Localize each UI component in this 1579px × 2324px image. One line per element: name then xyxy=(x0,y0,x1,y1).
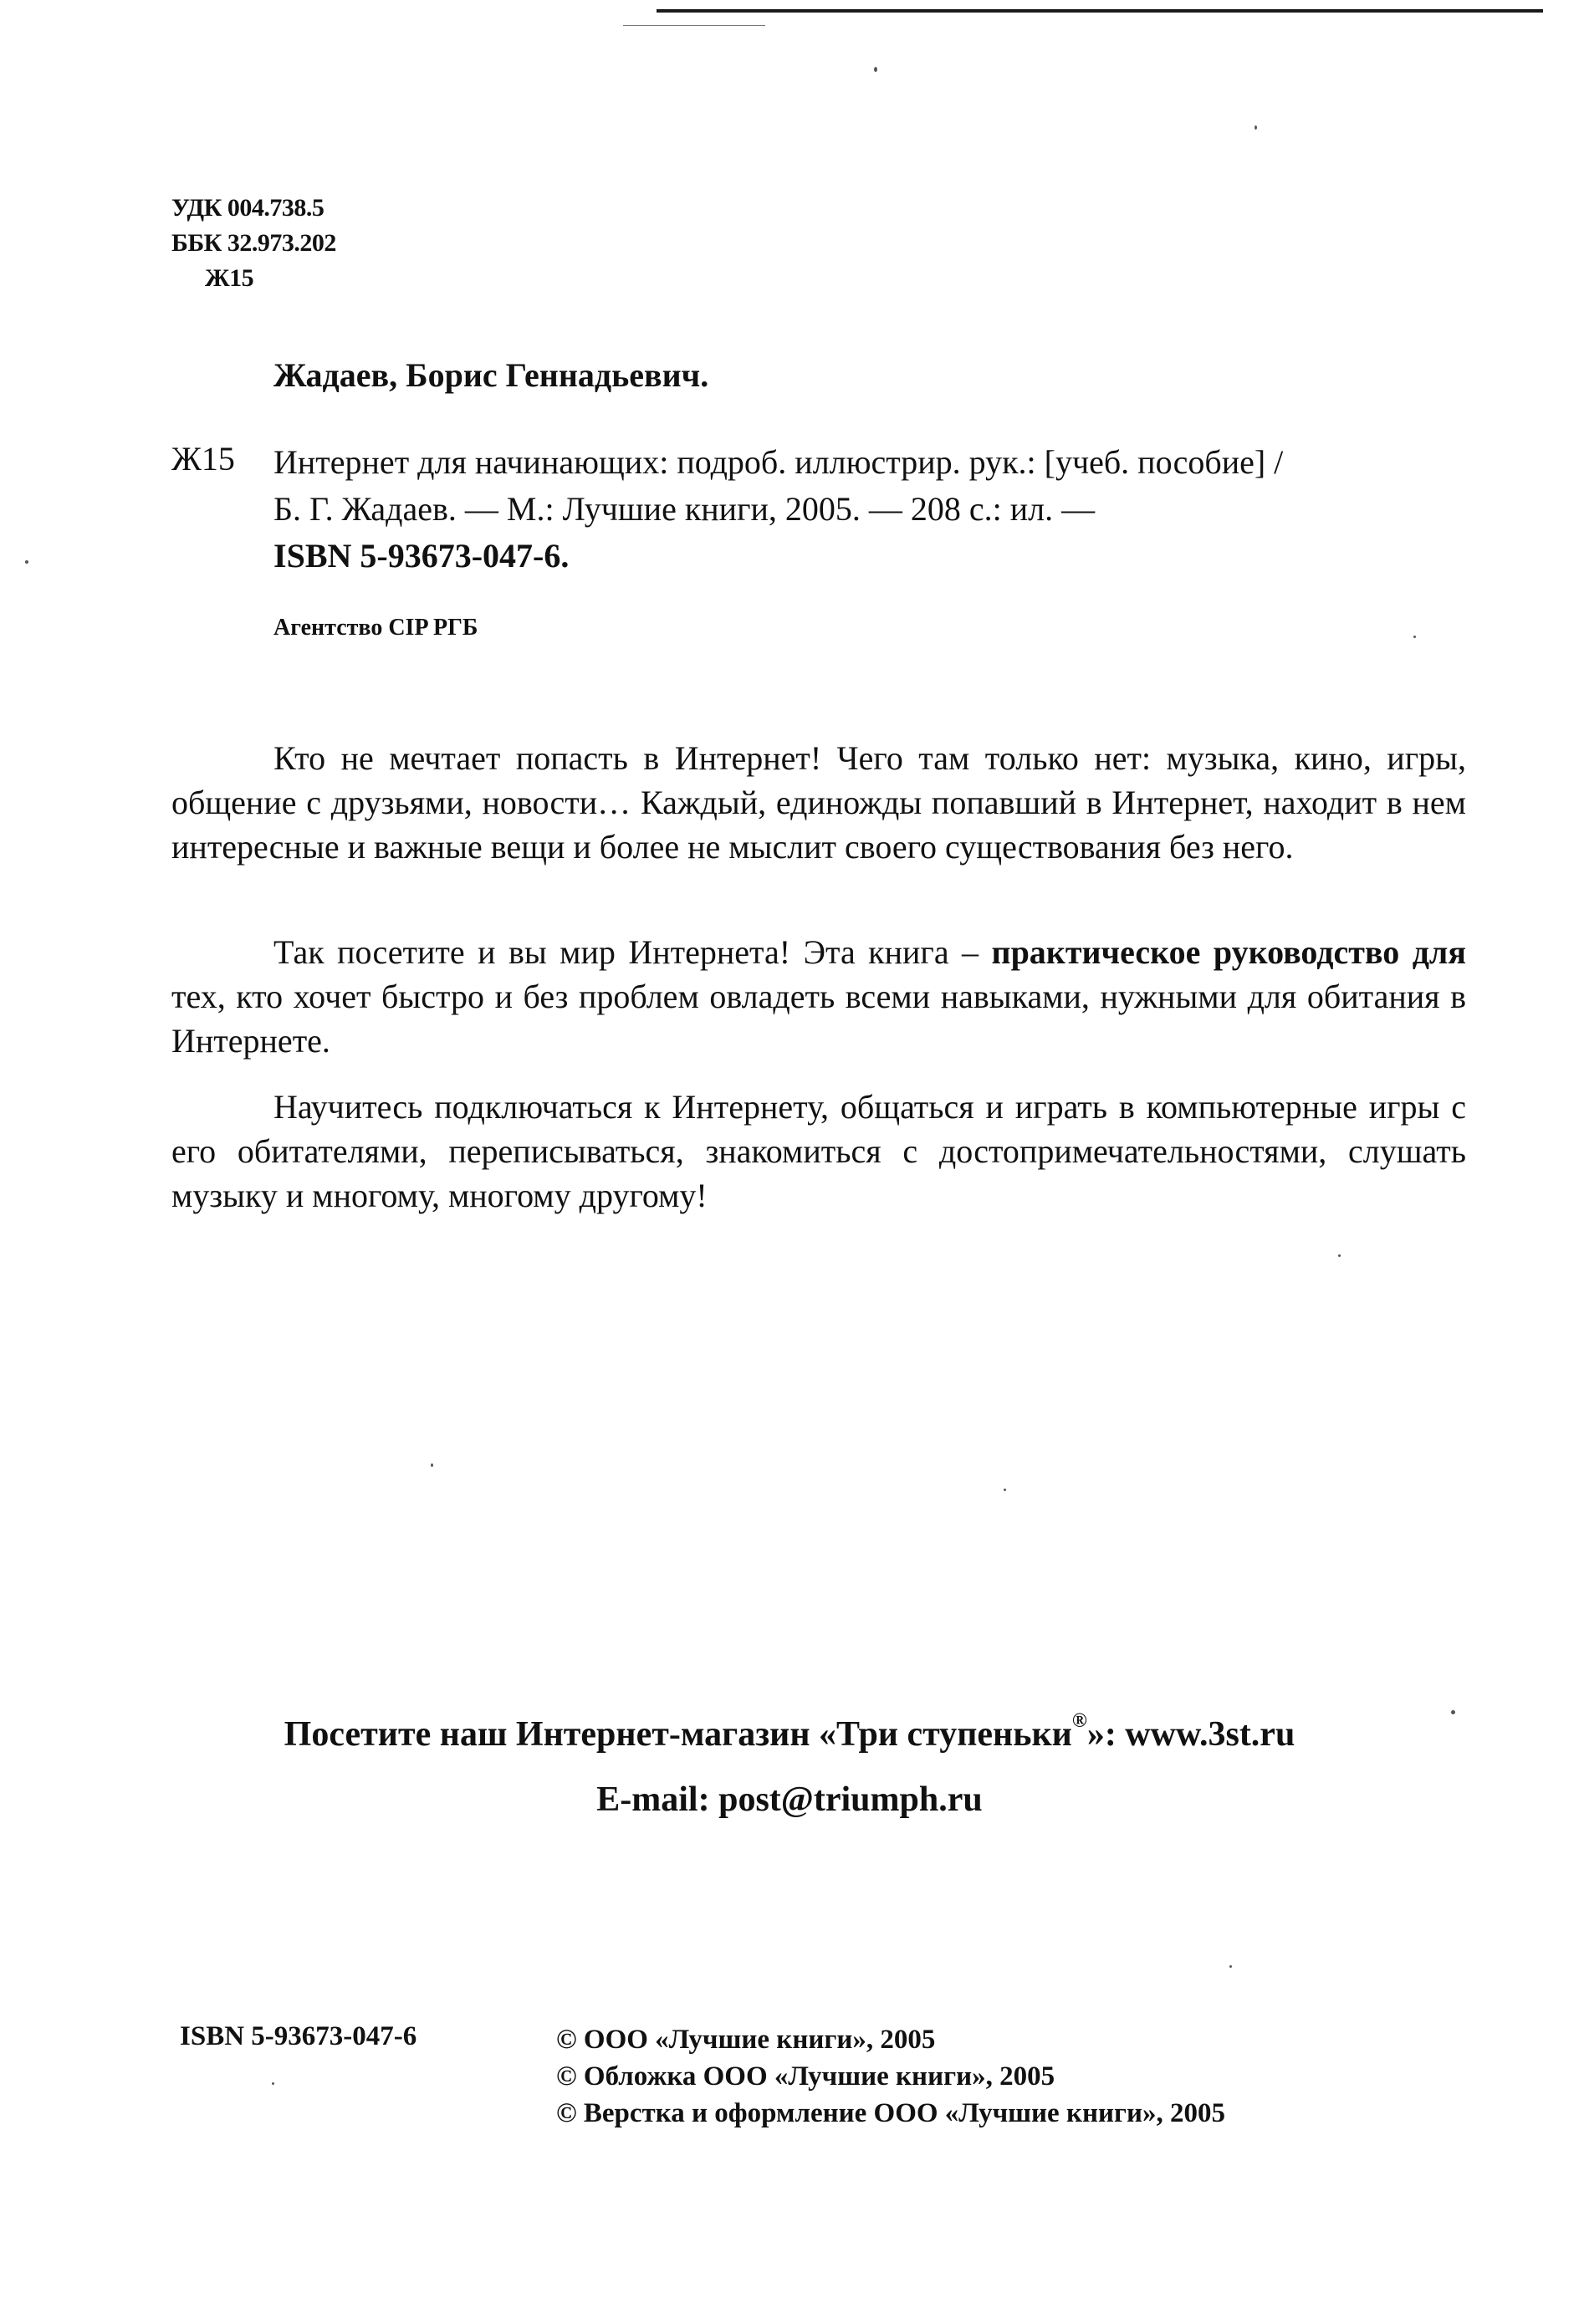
annotation-paragraph-1 xyxy=(171,736,1466,869)
annotation-p1-text: Кто не мечтает попасть в Интернет! Чего там только нет: музыка, кино, игры, общение с друзьями, новости… Каждый, единожды попавший в Интернет, находит в нем интересные и важные вещи и более не мыслит своего существования без него. xyxy=(171,739,1466,866)
store-promo xyxy=(0,1710,1579,1754)
copyright-line: © Обложка ООО «Лучшие книги», 2005 xyxy=(556,2061,1055,2092)
scan-speck xyxy=(1338,1254,1341,1257)
annotation-p2-emphasis: практическое руководство для xyxy=(991,933,1467,971)
scan-speck xyxy=(431,1463,433,1467)
scan-speck xyxy=(272,2082,274,2085)
annotation-p2-end: тех, кто хочет быстро и без проблем овладеть всеми навыками, нужными для обитания в Интернете. xyxy=(171,978,1466,1060)
author-heading: Жадаев, Борис Геннадьевич. xyxy=(273,356,709,394)
registered-mark: ® xyxy=(1071,1710,1087,1732)
record-line-1: Интернет для начинающих: подроб. иллюстрир. рук.: [учеб. пособие] / xyxy=(273,443,1284,481)
scan-speck xyxy=(1413,636,1416,638)
store-promo-prefix: Посетите наш Интернет-магазин «Три ступеньки xyxy=(284,1715,1072,1754)
annotation-paragraph-3 xyxy=(171,1085,1466,1218)
record-isbn: ISBN 5-93673-047-6. xyxy=(273,537,570,575)
annotation-p3-text: Научитесь подключаться к Интернету, общаться и играть в компьютерные игры с его обитателями, переписываться, знакомиться с достопримечательностями, слушать музыку и многому, многому другому! xyxy=(171,1088,1466,1214)
scan-speck xyxy=(1004,1489,1006,1491)
author-mark: Ж15 xyxy=(205,264,254,292)
bbk-code: ББК 32.973.202 xyxy=(171,229,336,257)
scan-speck xyxy=(874,67,877,72)
footer-isbn: ISBN 5-93673-047-6 xyxy=(180,2021,417,2051)
udk-code: УДК 004.738.5 xyxy=(171,194,324,222)
copyright-block xyxy=(556,2021,1225,2132)
copyright-line: © Верстка и оформление ООО «Лучшие книги», 2005 xyxy=(556,2098,1225,2128)
top-rule xyxy=(657,9,1543,13)
store-email: E-mail: post@triumph.ru xyxy=(596,1780,983,1819)
cip-agency: Агентство CIP РГБ xyxy=(273,615,478,641)
classification-block xyxy=(171,191,336,296)
annotation-paragraph-2 xyxy=(171,930,1466,1063)
record-code: Ж15 xyxy=(171,440,235,478)
copyright-line: © ООО «Лучшие книги», 2005 xyxy=(556,2025,936,2055)
annotation-p2-start: Так посетите и вы мир Интернета! Эта книга – xyxy=(273,933,992,971)
top-rule-faint xyxy=(623,25,765,26)
bibliographic-record xyxy=(273,439,1283,580)
scan-speck xyxy=(1451,1710,1455,1714)
scan-speck xyxy=(1229,1965,1232,1968)
record-line-2: Б. Г. Жадаев. — М.: Лучшие книги, 2005. — 208 с.: ил. — xyxy=(273,490,1096,528)
scan-speck xyxy=(1255,125,1257,130)
store-promo-suffix: »: www.3st.ru xyxy=(1086,1715,1295,1754)
scan-speck xyxy=(25,560,28,564)
